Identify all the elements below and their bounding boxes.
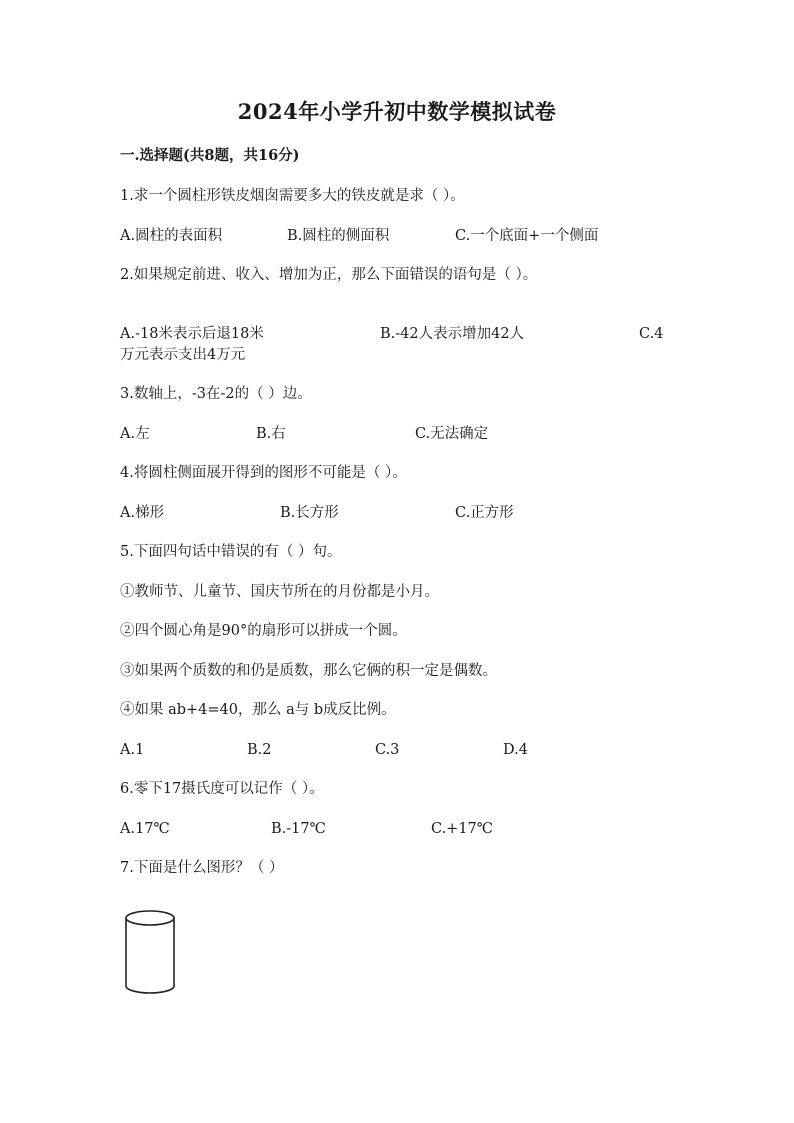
cylinder-figure [122, 908, 182, 998]
question-5-stem: 5.下面四句话中错误的有（ ）句。 [120, 544, 342, 560]
question-6-option-b: B.-17℃ [271, 821, 326, 837]
question-6-stem: 6.零下17摄氏度可以记作（ ）。 [120, 781, 324, 797]
question-2-stem: 2.如果规定前进、收入、增加为正，那么下面错误的语句是（ ）。 [120, 267, 538, 283]
question-6-option-c: C.+17℃ [431, 821, 494, 837]
question-3-option-b: B.右 [256, 426, 286, 442]
question-4-option-a: A.梯形 [120, 505, 165, 521]
question-1-option-b: B.圆柱的侧面积 [287, 228, 390, 244]
question-4-option-c: C.正方形 [455, 505, 514, 521]
question-5-option-a: A.1 [120, 742, 145, 758]
question-2-option-b: B.-42人表示增加42人 [380, 326, 525, 342]
question-1-stem: 1.求一个圆柱形铁皮烟囱需要多大的铁皮就是求（ ）。 [120, 188, 465, 204]
question-5-option-c: C.3 [375, 742, 400, 758]
question-4-option-b: B.长方形 [280, 505, 339, 521]
question-5-statement-4: ④如果 ab+4=40，那么 a与 b成反比例。 [120, 702, 396, 718]
question-4-stem: 4.将圆柱侧面展开得到的图形不可能是（ ）。 [120, 465, 407, 481]
page-title: 2024年小学升初中数学模拟试卷 [237, 99, 557, 124]
question-3-option-c: C.无法确定 [415, 426, 489, 442]
section-heading: 一.选择题(共8题，共16分) [120, 147, 300, 164]
question-5-statement-2: ②四个圆心角是90°的扇形可以拼成一个圆。 [120, 623, 407, 639]
question-1-option-c: C.一个底面+一个侧面 [455, 228, 599, 244]
question-7-stem: 7.下面是什么图形？（ ） [120, 860, 284, 876]
question-5-statement-3: ③如果两个质数的和仍是质数，那么它俩的积一定是偶数。 [120, 663, 497, 679]
question-3-option-a: A.左 [120, 426, 150, 442]
question-1-option-a: A.圆柱的表面积 [120, 228, 223, 244]
question-3-stem: 3.数轴上，-3在-2的（ ）边。 [120, 386, 312, 402]
question-5-option-d: D.4 [503, 742, 528, 758]
question-2-option-a: A.-18米表示后退18米 [120, 326, 264, 342]
question-5-statement-1: ①教师节、儿童节、国庆节所在的月份都是小月。 [120, 584, 439, 600]
question-5-option-b: B.2 [247, 742, 272, 758]
question-2-option-c: C.4 [639, 326, 664, 342]
question-2-option-c-continued: 万元表示支出4万元 [120, 347, 246, 363]
question-6-option-a: A.17℃ [120, 821, 170, 837]
